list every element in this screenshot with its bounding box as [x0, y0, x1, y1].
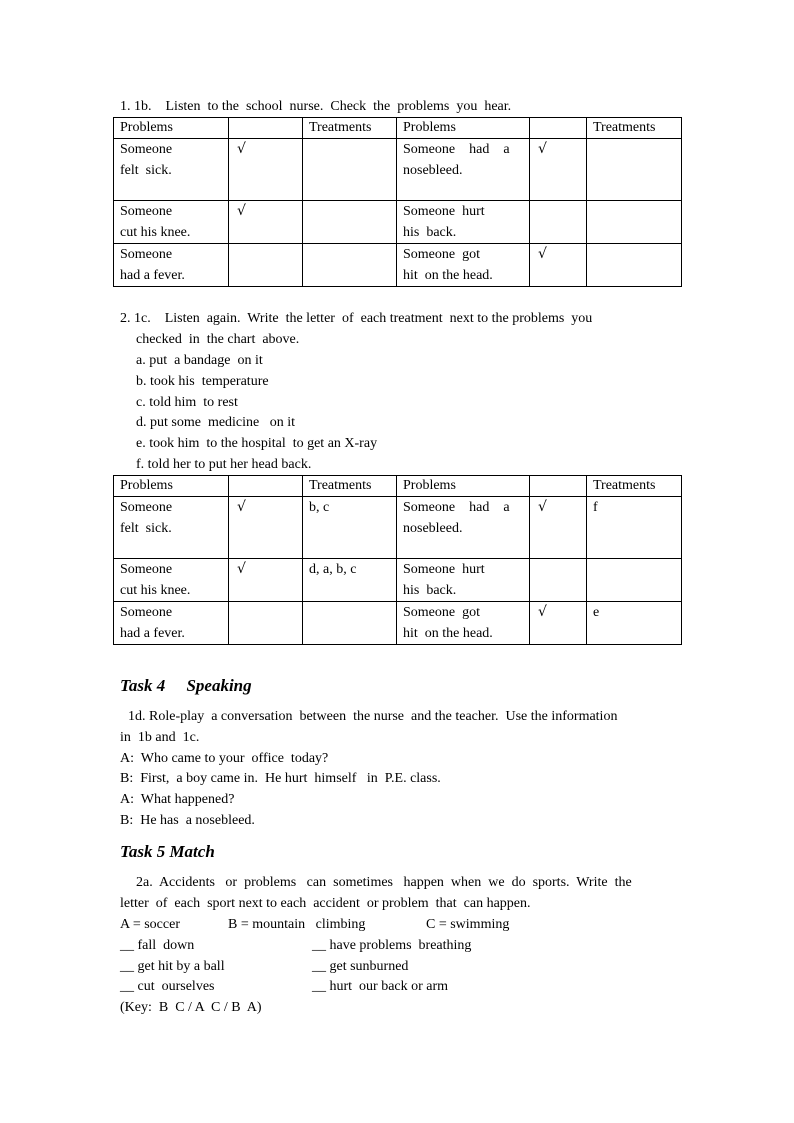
check-mark: √: [229, 559, 303, 602]
problem-cell: Someone cut his knee.: [114, 201, 229, 244]
problem-cell: Someone got hit on the head.: [397, 244, 530, 287]
table-row: [114, 602, 682, 645]
sport-b: B = mountain climbing: [228, 917, 366, 932]
check-mark: [530, 559, 587, 602]
treatment-cell: [587, 559, 682, 602]
problem-cell: Someone had a nosebleed.: [397, 139, 530, 201]
table-row: [114, 559, 682, 602]
task5-instruction: 2a. Accidents or problems can sometimes happen when we do sports. Write the: [136, 875, 632, 890]
option-f: f. told her to put her head back.: [136, 457, 312, 472]
task5-heading: Task 5 Match: [120, 842, 215, 861]
treatment-cell: b, c: [303, 497, 397, 559]
problems-table-2: [113, 475, 682, 645]
check-mark: √: [530, 244, 587, 287]
check-mark: √: [229, 497, 303, 559]
dialogue-line: A: What happened?: [120, 792, 235, 807]
header-check: [229, 476, 303, 497]
task4-instruction: 1d. Role-play a conversation between the nurse and the teacher. Use the information: [128, 709, 618, 724]
dialogue-line: B: First, a boy came in. He hurt himself in P.E. class.: [120, 771, 441, 786]
header-check: [530, 476, 587, 497]
match-item: __ fall down: [120, 938, 195, 953]
option-d: d. put some medicine on it: [136, 415, 296, 430]
problem-cell: Someone had a nosebleed.: [397, 497, 530, 559]
option-e: e. took him to the hospital to get an X-ray: [136, 436, 378, 451]
treatment-cell: [303, 244, 397, 287]
check-mark: √: [530, 602, 587, 645]
header-treatments: Treatments: [303, 118, 397, 139]
problem-cell: Someone felt sick.: [114, 139, 229, 201]
table-row: [114, 244, 682, 287]
table-header-row: [114, 476, 682, 497]
dialogue-line: B: He has a nosebleed.: [120, 813, 255, 828]
treatment-cell: [303, 201, 397, 244]
table-row: [114, 201, 682, 244]
treatment-cell: e: [587, 602, 682, 645]
match-item: __ have problems breathing: [312, 938, 472, 953]
problem-cell: Someone cut his knee.: [114, 559, 229, 602]
header-problems: Problems: [114, 476, 229, 497]
check-mark: √: [229, 201, 303, 244]
option-a: a. put a bandage on it: [136, 353, 263, 368]
header-check: [229, 118, 303, 139]
check-mark: √: [530, 497, 587, 559]
treatment-cell: [587, 201, 682, 244]
problem-cell: Someone felt sick.: [114, 497, 229, 559]
header-treatments: Treatments: [303, 476, 397, 497]
treatment-cell: [587, 244, 682, 287]
header-treatments: Treatments: [587, 476, 682, 497]
check-mark: [530, 201, 587, 244]
problem-cell: Someone had a fever.: [114, 244, 229, 287]
dialogue-line: A: Who came to your office today?: [120, 751, 329, 766]
option-c: c. told him to rest: [136, 395, 238, 410]
problem-cell: Someone had a fever.: [114, 602, 229, 645]
answer-key: (Key: B C / A C / B A): [120, 1000, 262, 1015]
section2-instruction-cont: checked in the chart above.: [136, 332, 300, 347]
check-mark: √: [229, 139, 303, 201]
task4-instruction-cont: in 1b and 1c.: [120, 730, 200, 745]
table-header-row: [114, 118, 682, 139]
problem-cell: Someone hurt his back.: [397, 201, 530, 244]
section1-instruction: 1. 1b. Listen to the school nurse. Check the problems you hear.: [120, 99, 512, 114]
task4-heading: Task 4 Speaking: [120, 676, 252, 695]
section2-instruction: 2. 1c. Listen again. Write the letter of each treatment next to the problems you: [120, 311, 593, 326]
header-problems: Problems: [397, 118, 530, 139]
check-mark: [229, 244, 303, 287]
match-item: __ cut ourselves: [120, 979, 215, 994]
treatment-cell: [303, 602, 397, 645]
table-row: [114, 139, 682, 201]
match-item: __ get hit by a ball: [120, 959, 225, 974]
problem-cell: Someone hurt his back.: [397, 559, 530, 602]
treatment-cell: f: [587, 497, 682, 559]
header-check: [530, 118, 587, 139]
header-problems: Problems: [114, 118, 229, 139]
problem-cell: Someone got hit on the head.: [397, 602, 530, 645]
treatment-cell: [587, 139, 682, 201]
sport-c: C = swimming: [426, 917, 510, 932]
header-treatments: Treatments: [587, 118, 682, 139]
treatment-cell: d, a, b, c: [303, 559, 397, 602]
match-item: __ hurt our back or arm: [312, 979, 449, 994]
header-problems: Problems: [397, 476, 530, 497]
task5-instruction-cont: letter of each sport next to each accident or problem that can happen.: [120, 896, 531, 911]
option-b: b. took his temperature: [136, 374, 269, 389]
table-row: [114, 497, 682, 559]
treatment-cell: [303, 139, 397, 201]
match-item: __ get sunburned: [312, 959, 409, 974]
check-mark: √: [530, 139, 587, 201]
problems-table-1: [113, 117, 682, 287]
sport-a: A = soccer: [120, 917, 180, 932]
check-mark: [229, 602, 303, 645]
